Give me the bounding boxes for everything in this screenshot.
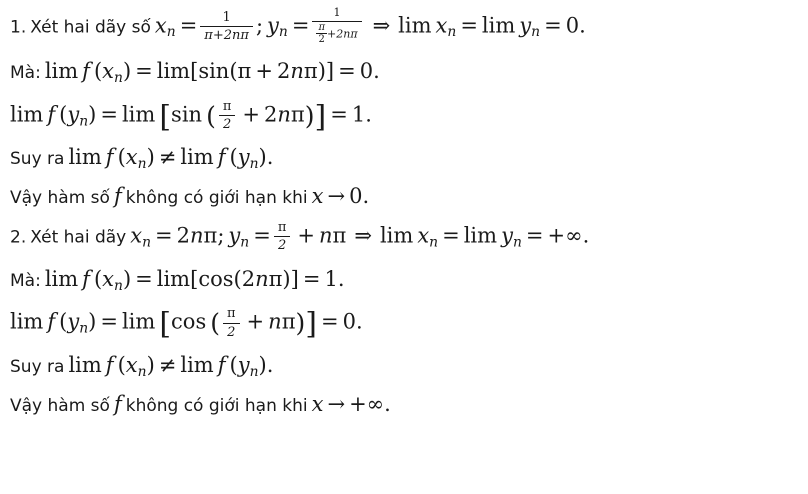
plus-infinity: +∞ xyxy=(547,223,583,248)
sub-n: n xyxy=(79,321,89,337)
lim-op-2: lim xyxy=(180,353,214,378)
solution-line-3 xyxy=(10,100,798,134)
rparen: ) xyxy=(122,266,132,291)
denominator: $\frac{\pi}{2}$ +2nπ xyxy=(318,21,358,45)
lim-op: lim xyxy=(44,266,79,291)
period: . xyxy=(337,266,345,291)
plus-sign: + xyxy=(255,58,273,83)
lparen-big: ( xyxy=(210,309,220,339)
solution-line-4 xyxy=(10,147,798,172)
rbracket: ] xyxy=(325,58,335,83)
equals-sign-4: = xyxy=(544,13,562,38)
func-f-2: f xyxy=(217,145,226,170)
func-f: f xyxy=(47,102,56,127)
var-x-2: x xyxy=(435,13,448,38)
denominator: 2 xyxy=(227,324,236,340)
phrase-suy-ra: Suy ra xyxy=(10,149,65,170)
lparen-2: ( xyxy=(229,145,238,170)
phrase-consider-two-sequences-2: Xét hai dãy xyxy=(30,227,127,248)
denominator: π+2nπ xyxy=(204,27,249,43)
rbracket-big: ] xyxy=(314,99,327,135)
var-y: y xyxy=(67,102,80,127)
arrow-to: → xyxy=(327,391,346,416)
lparen-2: ( xyxy=(233,266,242,291)
lim-op: lim xyxy=(44,58,79,83)
var-x: x xyxy=(125,145,138,170)
equals-sign-4: = xyxy=(525,223,544,248)
sub-n-2: n xyxy=(240,234,250,251)
denominator: 2 xyxy=(277,238,287,254)
var-y: y xyxy=(228,223,241,248)
term-2npi: 2nπ xyxy=(264,102,305,127)
cos-op: cos xyxy=(171,310,207,335)
equals-sign: = xyxy=(100,102,118,127)
equals-sign-2: = xyxy=(291,13,310,38)
rparen-2: ) xyxy=(258,145,267,170)
equals-sign-2: = xyxy=(320,310,339,335)
sub-n: n xyxy=(114,277,123,294)
numerator: π xyxy=(219,99,236,116)
period-1: . xyxy=(579,13,586,38)
func-f: f xyxy=(82,58,90,83)
rparen: ) xyxy=(122,58,132,83)
rparen-big: ) xyxy=(304,101,315,131)
sin-op: sin xyxy=(171,102,203,127)
rbracket-big: ] xyxy=(305,307,317,343)
sub-n: n xyxy=(142,234,152,251)
lim-op-2: lim xyxy=(180,145,214,170)
fraction-pi-over-2 xyxy=(219,99,236,133)
func-f-2: f xyxy=(217,353,226,378)
value-one: 1 xyxy=(324,266,338,291)
fraction-1-over-pi-half-plus-2npi xyxy=(312,7,361,46)
sub-n: n xyxy=(137,156,147,173)
lparen: ( xyxy=(59,102,68,127)
func-f: f xyxy=(113,391,122,416)
lim-op-2: lim xyxy=(463,223,498,248)
rparen: ) xyxy=(146,145,155,170)
item-number-2: 2. xyxy=(10,227,27,248)
lbracket-big: [ xyxy=(159,307,172,343)
sub-n: n xyxy=(166,24,176,41)
sub-n-3: n xyxy=(447,24,457,41)
sub-n-2: n xyxy=(249,156,259,173)
sin-op: sin xyxy=(198,58,230,83)
value-one: 1 xyxy=(351,102,366,127)
rparen: ) xyxy=(88,102,97,127)
inner-numerator: π xyxy=(318,21,326,33)
var-y: y xyxy=(267,13,279,38)
var-x-2: x xyxy=(417,223,430,248)
implies-arrow: ⇒ xyxy=(372,13,391,38)
solution-line-6 xyxy=(10,221,798,255)
var-x: x xyxy=(102,266,114,291)
rparen-2: ) xyxy=(317,58,326,83)
value-zero: 0 xyxy=(342,310,356,335)
var-y-2: y xyxy=(501,223,513,248)
phrase-no-limit-when: không có giới hạn khi xyxy=(125,395,308,416)
var-y-2: y xyxy=(519,13,532,38)
rparen-big: ) xyxy=(295,309,306,339)
fraction-1-over-pi-plus-2npi xyxy=(200,10,253,44)
solution-line-7 xyxy=(10,266,798,294)
rparen: ) xyxy=(88,310,97,335)
fraction-pi-over-2 xyxy=(223,306,240,340)
equals-sign-3: = xyxy=(442,223,460,248)
lparen: ( xyxy=(117,145,126,170)
equals-sign: = xyxy=(155,223,173,248)
fraction-pi-over-2 xyxy=(274,220,291,254)
sub-n: n xyxy=(137,364,147,381)
lim-op: lim xyxy=(10,310,44,335)
phrase-no-limit-when: không có giới hạn khi xyxy=(125,188,308,209)
cos-op: cos xyxy=(198,266,234,291)
phrase-vay-ham-so: Vậy hàm số xyxy=(10,188,110,209)
term-2npi: 2nπ xyxy=(276,58,318,83)
phrase-ma: Mà: xyxy=(10,62,41,83)
phrase-consider-two-sequences: Xét hai dãy số xyxy=(30,17,151,38)
pi-symbol: π xyxy=(237,58,252,83)
lparen: ( xyxy=(93,266,103,291)
equals-sign-2: = xyxy=(330,102,348,127)
lim-op-2: lim xyxy=(481,13,516,38)
var-y: y xyxy=(237,145,250,170)
plus-sign: + xyxy=(297,223,315,248)
sub-n-4: n xyxy=(531,24,541,41)
solution-line-1 xyxy=(10,8,798,47)
not-equals-sign: ≠ xyxy=(158,145,177,170)
func-f: f xyxy=(47,310,56,335)
period: . xyxy=(373,58,380,83)
value-zero: 0 xyxy=(359,58,374,83)
semicolon-1: ; xyxy=(255,13,264,38)
value-zero: 0 xyxy=(565,13,580,38)
value-zero: 0 xyxy=(349,184,363,209)
arrow-to: → xyxy=(327,184,346,209)
lim-op-1: lim xyxy=(398,13,432,38)
period: . xyxy=(355,310,363,335)
lbracket-big: [ xyxy=(159,99,172,135)
lparen-big: ( xyxy=(206,101,216,131)
var-y: y xyxy=(237,353,250,378)
plus-sign: + xyxy=(246,310,265,335)
equals-sign-2: = xyxy=(338,58,356,83)
lparen-2: ( xyxy=(229,353,238,378)
term-2npi: 2nπ xyxy=(176,223,218,248)
term-npi: nπ xyxy=(319,223,347,248)
lbracket: [ xyxy=(190,58,199,83)
solution-line-8 xyxy=(10,307,798,341)
solution-line-2 xyxy=(10,58,798,86)
period: . xyxy=(384,391,391,416)
numerator: 1 xyxy=(200,10,253,27)
equals-sign-3: = xyxy=(460,13,478,38)
var-x: x xyxy=(311,184,324,209)
equals-sign: = xyxy=(179,13,198,38)
period: . xyxy=(362,184,370,209)
inner-fraction-pi-over-2 xyxy=(316,22,327,45)
lparen: ( xyxy=(117,353,126,378)
equals-sign: = xyxy=(135,58,153,83)
lim-op: lim xyxy=(68,353,102,378)
var-x: x xyxy=(125,353,138,378)
var-y: y xyxy=(67,310,80,335)
numerator: 1 xyxy=(312,7,361,22)
lim-op: lim xyxy=(379,223,414,248)
func-f: f xyxy=(82,266,90,291)
rparen: ) xyxy=(146,353,155,378)
not-equals-sign: ≠ xyxy=(158,353,177,378)
var-x: x xyxy=(154,13,167,38)
term-npi: nπ xyxy=(268,310,296,335)
term-2npi: 2nπ xyxy=(241,266,283,291)
solution-line-5 xyxy=(10,186,798,207)
inner-denominator: 2 xyxy=(318,33,325,45)
semicolon: ; xyxy=(217,223,225,248)
func-f: f xyxy=(113,184,122,209)
sub-n: n xyxy=(79,113,89,130)
phrase-vay-ham-so: Vậy hàm số xyxy=(10,395,110,416)
period: . xyxy=(582,223,590,248)
sub-n: n xyxy=(114,69,123,86)
lparen: ( xyxy=(93,58,103,83)
lim-op-2: lim xyxy=(156,58,191,83)
implies-arrow: ⇒ xyxy=(354,223,372,248)
sub-n-4: n xyxy=(512,234,522,251)
var-x: x xyxy=(311,391,324,416)
solution-line-10 xyxy=(10,391,798,416)
lim-op: lim xyxy=(68,145,102,170)
lim-op-2: lim xyxy=(121,310,156,335)
item-number-1: 1. xyxy=(10,17,27,38)
lim-op-2: lim xyxy=(156,266,191,291)
solution-line-9 xyxy=(10,355,798,380)
var-x: x xyxy=(130,223,143,248)
period: . xyxy=(266,145,274,170)
sub-n-2: n xyxy=(278,24,288,41)
sub-n-2: n xyxy=(249,364,259,381)
lbracket: [ xyxy=(190,266,199,291)
lparen: ( xyxy=(59,310,68,335)
numerator: π xyxy=(223,306,240,323)
phrase-suy-ra: Suy ra xyxy=(10,357,65,378)
equals-sign: = xyxy=(100,310,118,335)
numerator: π xyxy=(274,220,291,237)
phrase-ma: Mà: xyxy=(10,270,41,291)
sub-n-3: n xyxy=(429,234,439,251)
denominator: 2 xyxy=(222,117,232,133)
period: . xyxy=(365,102,372,127)
func-f: f xyxy=(105,353,114,378)
rparen-2: ) xyxy=(282,266,291,291)
lim-op-2: lim xyxy=(121,102,156,127)
lparen-2: ( xyxy=(229,58,238,83)
equals-sign-2: = xyxy=(253,223,271,248)
var-x: x xyxy=(102,58,114,83)
plus-sign: + xyxy=(242,102,260,127)
lim-op: lim xyxy=(10,102,44,127)
rparen-2: ) xyxy=(258,353,267,378)
equals-sign-2: = xyxy=(302,266,321,291)
func-f: f xyxy=(105,145,114,170)
plus-infinity: +∞ xyxy=(349,391,385,416)
rbracket: ] xyxy=(290,266,299,291)
equals-sign: = xyxy=(135,266,153,291)
period: . xyxy=(266,353,274,378)
